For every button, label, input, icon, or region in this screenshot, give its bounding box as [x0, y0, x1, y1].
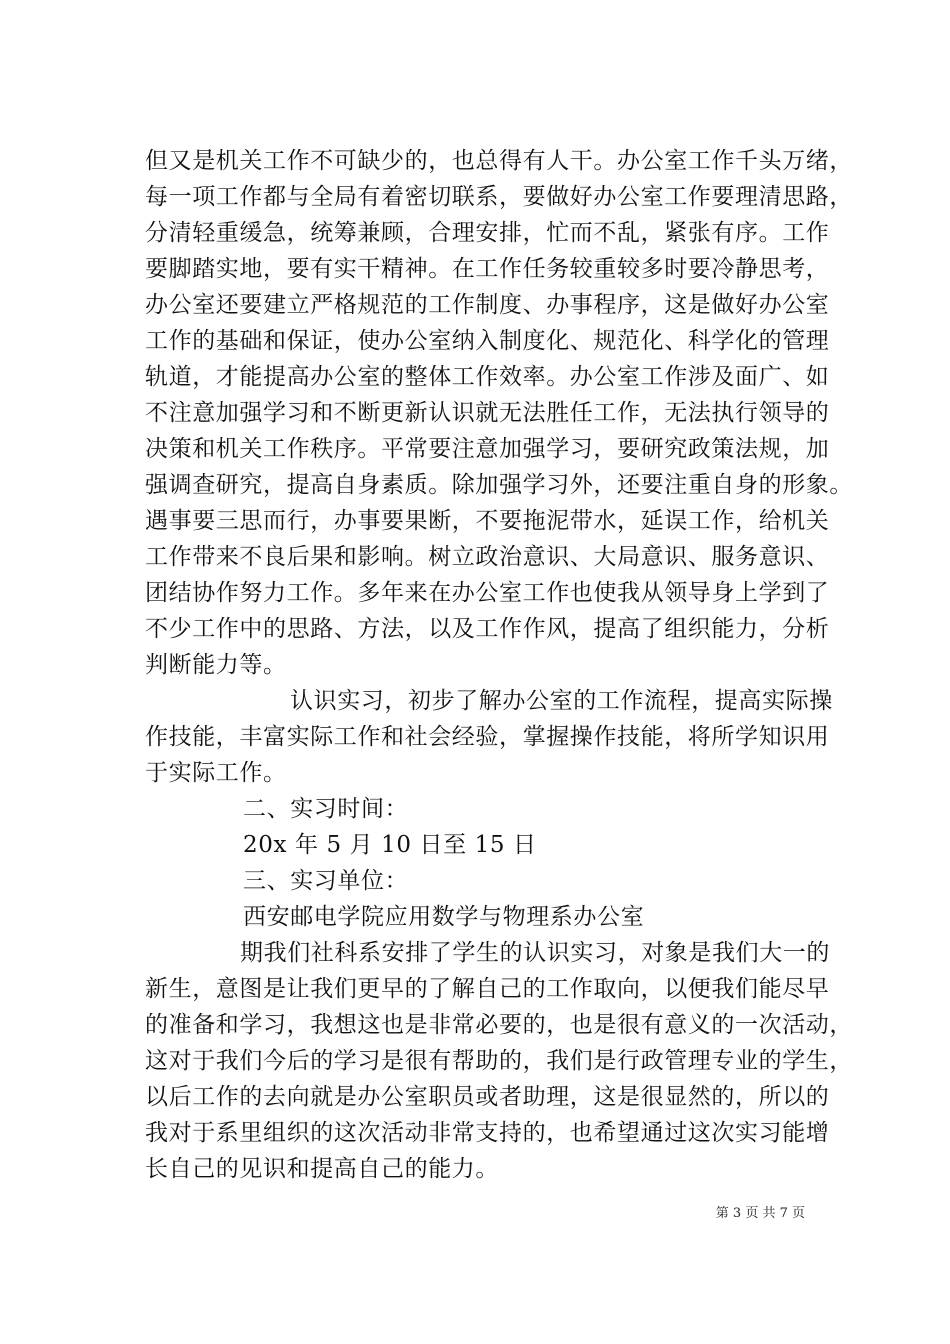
text-line: 新生，意图是让我们更早的了解自己的工作取向，以便我们能尽早	[145, 976, 830, 1002]
text-line: 遇事要三思而行，办事要果断，不要拖泥带水，延误工作，给机关	[145, 508, 830, 534]
text-line: 不注意加强学习和不断更新认识就无法胜任工作，无法执行领导的	[145, 400, 830, 426]
text-line: 判断能力等。	[145, 652, 287, 678]
section-heading-unit: 三、实习单位：	[243, 868, 409, 894]
text-line: 不少工作中的思路、方法，以及工作作风，提高了组织能力，分析	[145, 616, 830, 642]
text-line: 强调查研究，提高自身素质。除加强学习外，还要注重自身的形象。	[145, 472, 853, 498]
page-number-footer: 第 3 页 共 7 页	[715, 1206, 805, 1221]
text-line: 我对于系里组织的这次活动非常支持的，也希望通过这次实习能增	[145, 1120, 830, 1146]
section-heading-time: 二、实习时间：	[243, 796, 409, 822]
text-line: 的准备和学习，我想这也是非常必要的，也是很有意义的一次活动，	[145, 1012, 853, 1038]
text-line: 这对于我们今后的学习是很有帮助的，我们是行政管理专业的学生，	[145, 1048, 853, 1074]
internship-date: 20x 年 5 月 10 日至 15 日	[243, 832, 537, 858]
internship-unit: 西安邮电学院应用数学与物理系办公室	[243, 904, 645, 930]
text-line: 团结协作努力工作。多年来在办公室工作也使我从领导身上学到了	[145, 580, 830, 606]
text-line: 于实际工作。	[145, 760, 287, 786]
paragraph-first-line: 期我们社科系安排了学生的认识实习，对象是我们大一的	[240, 940, 830, 966]
paragraph-first-line: 认识实习，初步了解办公室的工作流程，提高实际操	[290, 688, 833, 714]
text-line: 工作带来不良后果和影响。树立政治意识、大局意识、服务意识、	[145, 544, 830, 570]
text-line: 工作的基础和保证，使办公室纳入制度化、规范化、科学化的管理	[145, 328, 830, 354]
text-line: 办公室还要建立严格规范的工作制度、办事程序，这是做好办公室	[145, 292, 830, 318]
text-line: 以后工作的去向就是办公室职员或者助理，这是很显然的，所以的	[145, 1084, 830, 1110]
text-line: 长自己的见识和提高自己的能力。	[145, 1156, 499, 1182]
text-line: 轨道，才能提高办公室的整体工作效率。办公室工作涉及面广、如	[145, 364, 830, 390]
text-line: 每一项工作都与全局有着密切联系，要做好办公室工作要理清思路，	[145, 184, 853, 210]
text-line: 分清轻重缓急，统筹兼顾，合理安排，忙而不乱，紧张有序。工作	[145, 220, 830, 246]
text-line: 但又是机关工作不可缺少的，也总得有人干。办公室工作千头万绪，	[145, 148, 853, 174]
text-line: 作技能，丰富实际工作和社会经验，掌握操作技能，将所学知识用	[145, 724, 830, 750]
text-line: 决策和机关工作秩序。平常要注意加强学习，要研究政策法规，加	[145, 436, 830, 462]
text-line: 要脚踏实地，要有实干精神。在工作任务较重较多时要冷静思考，	[145, 256, 830, 282]
